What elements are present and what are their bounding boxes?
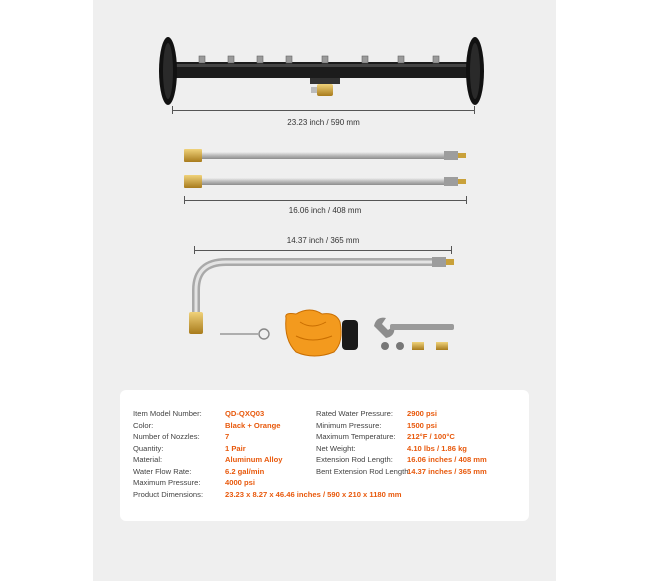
spec-label: Extension Rod Length: — [316, 455, 393, 464]
dimension-label-bent-rod: 14.37 inch / 365 mm — [286, 236, 360, 245]
spec-row — [316, 466, 487, 478]
spec-value: 1500 psi — [407, 420, 437, 430]
spec-row — [316, 408, 487, 420]
spec-row — [316, 431, 487, 443]
spec-row — [133, 477, 401, 489]
spec-row — [316, 443, 487, 455]
spec-label: Color: — [133, 420, 154, 430]
spec-label: Quantity: — [133, 443, 164, 453]
dimension-tick — [466, 196, 467, 204]
dimension-tick — [184, 196, 185, 204]
dimension-tick — [194, 246, 195, 254]
spec-label: Product Dimensions: — [133, 489, 204, 499]
spec-label: Maximum Pressure: — [133, 478, 201, 487]
spec-label: Minimum Pressure: — [316, 420, 382, 430]
spec-value: 14.37 inches / 365 mm — [407, 466, 487, 476]
spec-value: 4.10 lbs / 1.86 kg — [407, 443, 467, 453]
dimension-label-extension-rod: 16.06 inch / 408 mm — [288, 206, 362, 215]
spec-value: 4000 psi — [225, 478, 255, 487]
spec-column-right — [316, 408, 487, 477]
spec-value: 1 Pair — [225, 443, 246, 453]
spec-value: Black + Orange — [225, 420, 281, 430]
dimension-line-bent-rod — [194, 250, 452, 251]
spec-value: Aluminum Alloy — [225, 455, 283, 464]
accessories-image — [220, 310, 454, 356]
dimension-tick — [172, 106, 173, 114]
spec-row — [316, 420, 487, 432]
spec-row — [133, 489, 401, 501]
spec-label: Rated Water Pressure: — [316, 409, 393, 418]
nozzle-group — [199, 56, 439, 63]
dimension-tick — [451, 246, 452, 254]
spec-label: Maximum Temperature: — [316, 432, 396, 441]
spec-value: 7 — [225, 432, 230, 441]
spec-label: Number of Nozzles: — [133, 432, 200, 441]
spec-label: Water Flow Rate: — [133, 466, 192, 476]
spec-value: QD-QXQ03 — [225, 409, 265, 418]
spec-value: 212°F / 100°C — [407, 432, 455, 441]
spec-row — [316, 454, 487, 466]
spec-value: 6.2 gal/min — [225, 466, 265, 476]
spec-value: 23.23 x 8.27 x 46.46 inches / 590 x 210 x 1180 mm — [225, 489, 402, 499]
dimension-label-surface-cleaner: 23.23 inch / 590 mm — [287, 118, 360, 127]
spec-label: Material: — [133, 455, 163, 464]
dimension-line-extension-rod — [184, 200, 466, 201]
spec-value: 16.06 inches / 408 mm — [407, 455, 487, 464]
spec-label: Item Model Number: — [133, 409, 202, 418]
extension-rods-image — [184, 149, 466, 188]
dimension-line-surface-cleaner — [172, 110, 475, 111]
spec-value: 2900 psi — [407, 409, 437, 418]
surface-cleaner-image — [159, 37, 484, 105]
dimension-tick — [474, 106, 475, 114]
spec-label: Net Weight: — [316, 443, 356, 453]
spec-label: Bent Extension Rod Length: — [316, 466, 411, 476]
